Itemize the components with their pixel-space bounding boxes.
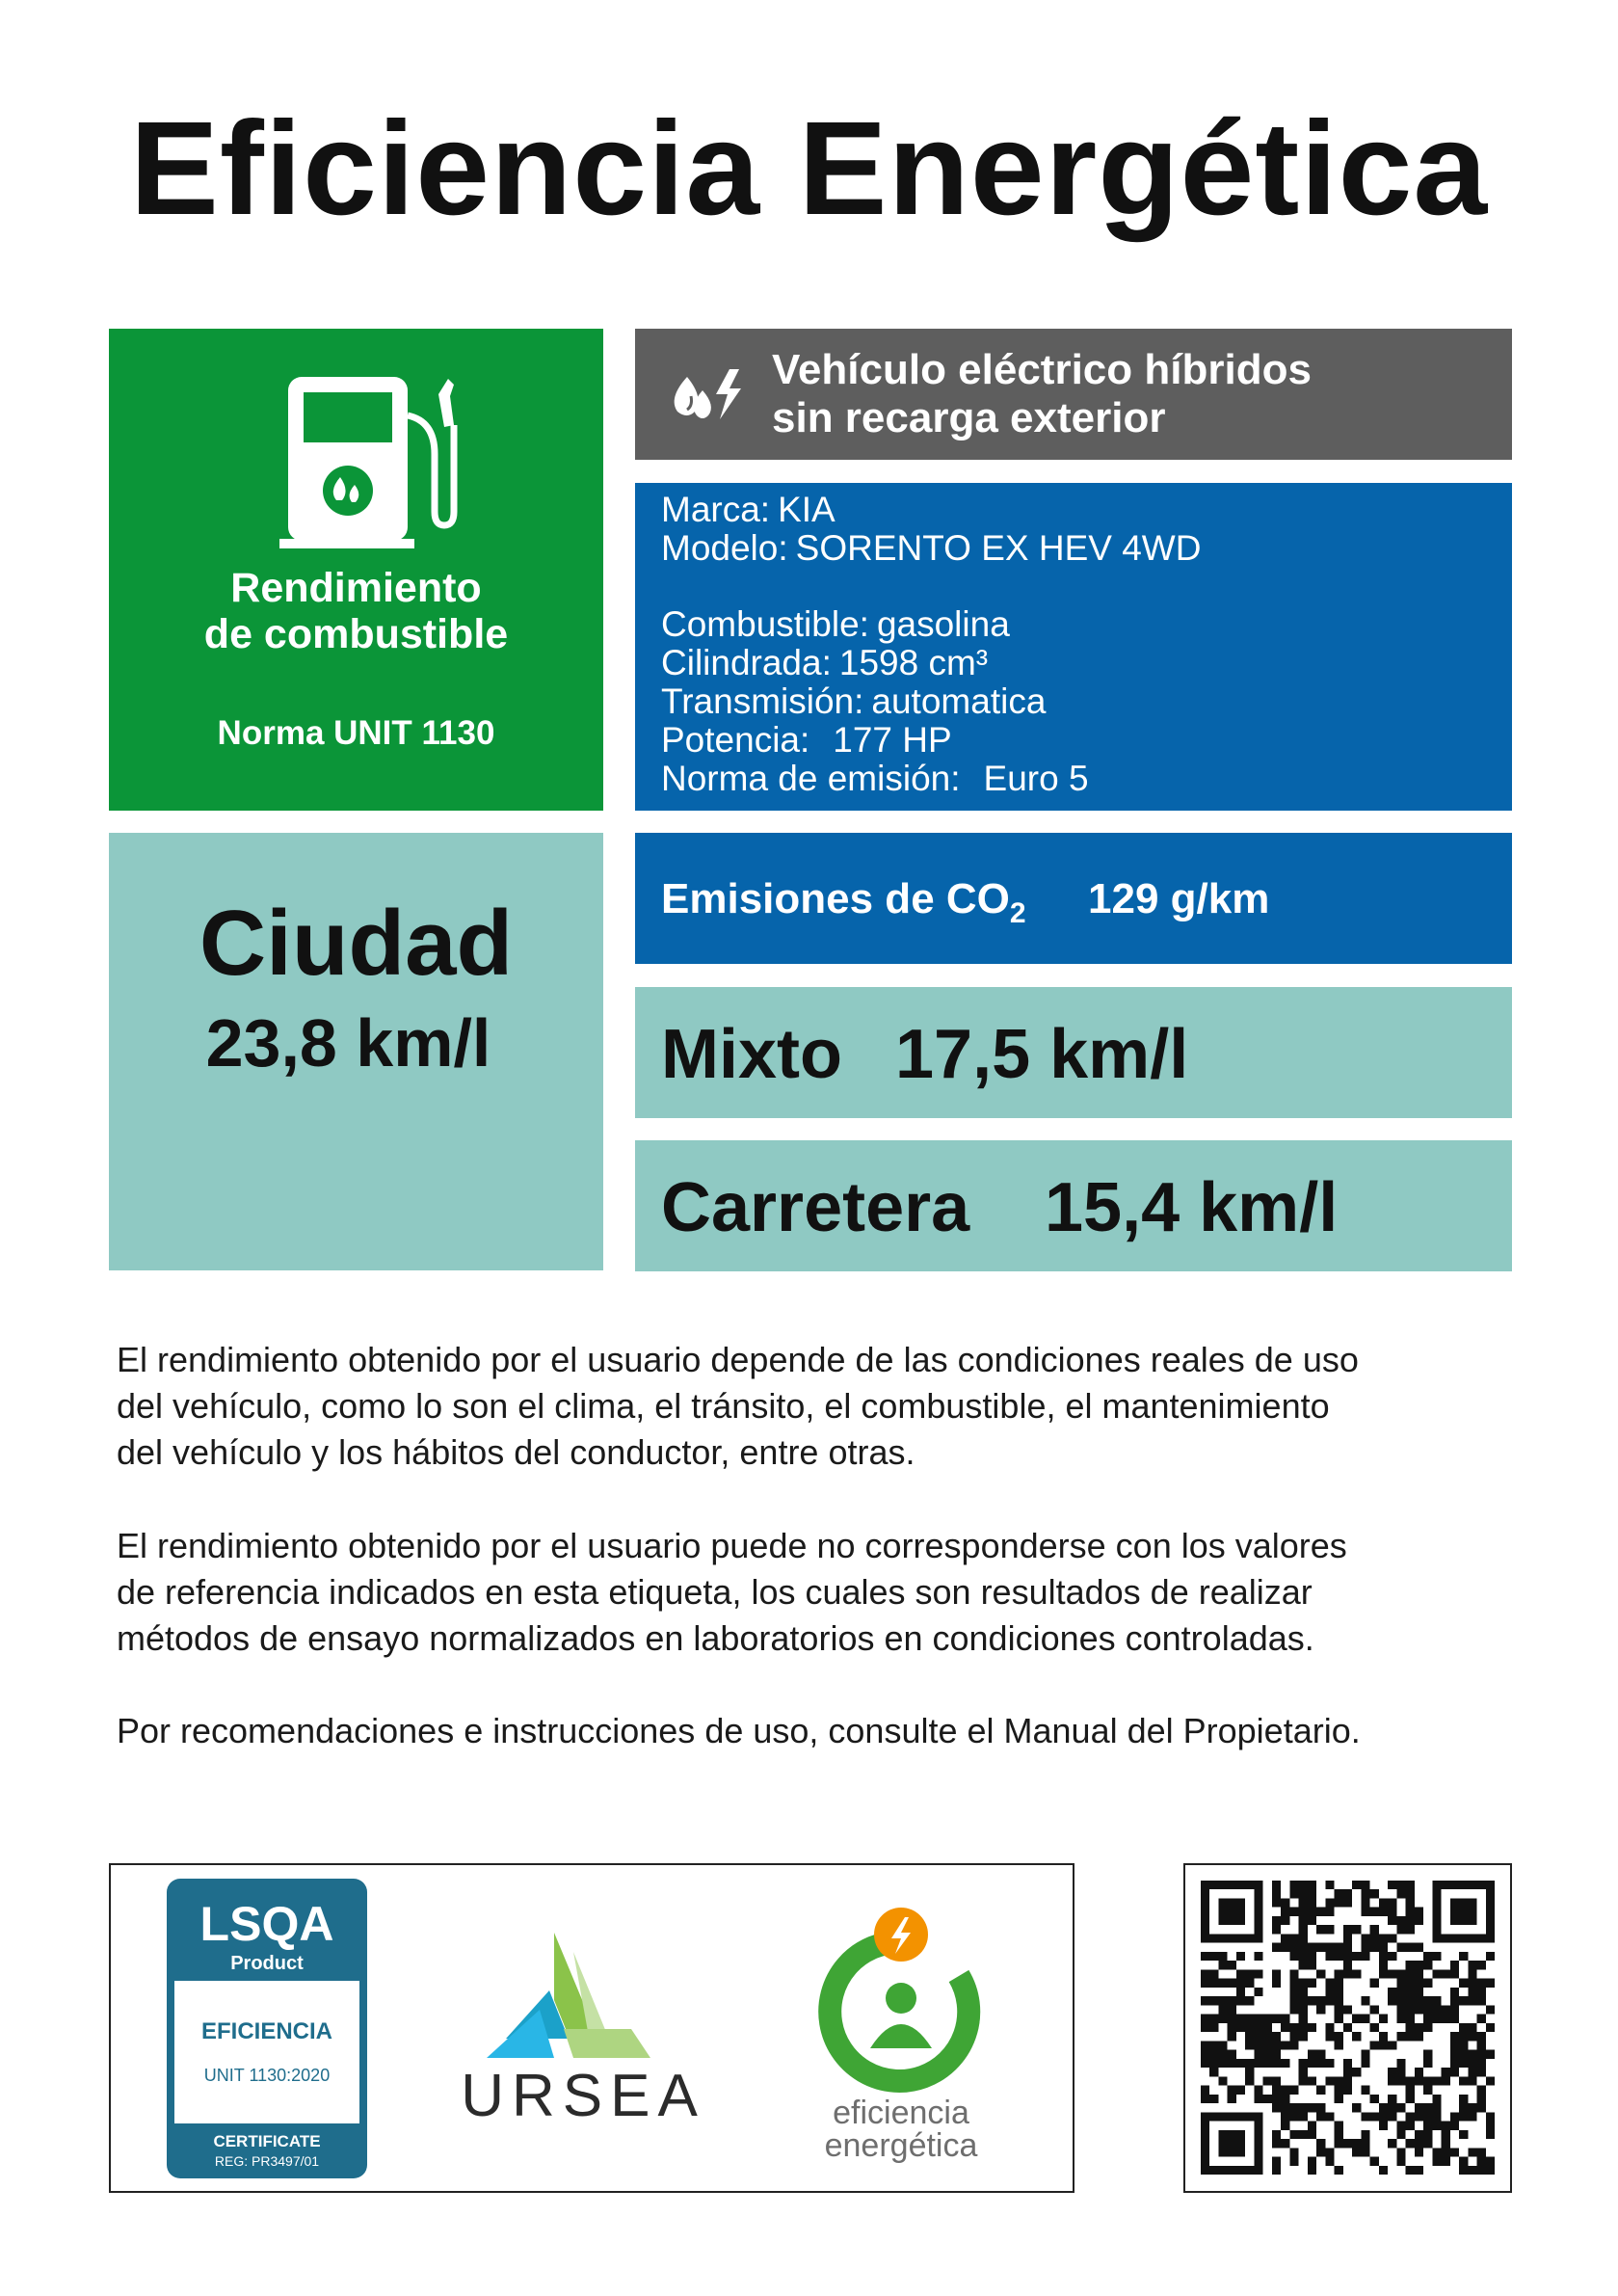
mixed-label: Mixto (661, 1016, 842, 1093)
vehicle-specs-box (635, 483, 1512, 811)
spec-potencia-label: Potencia: (661, 720, 810, 760)
co2-label-prefix: Emisiones de CO (661, 875, 1010, 922)
ee-line1: eficiencia (833, 2095, 969, 2131)
fuel-performance-title (109, 565, 603, 657)
spec-norma-label: Norma de emisión: (661, 759, 961, 798)
spec-norma (661, 760, 1089, 798)
page-title: Eficiencia Energética (129, 94, 1489, 243)
fuel-performance-title-line2: de combustible (203, 611, 509, 657)
highway-label: Carretera (661, 1169, 970, 1246)
disclaimer-paragraph-1 (117, 1337, 1524, 1476)
lsqa-unit: UNIT 1130:2020 (203, 2066, 331, 2085)
lsqa-certificate: CERTIFICATE (213, 2132, 321, 2150)
spec-potencia (661, 721, 952, 760)
highway-value: 15,4 km/l (1045, 1169, 1339, 1246)
spec-transmision (661, 682, 1046, 721)
certification-logos-box (109, 1863, 1074, 2193)
spec-combustible-value: gasolina (876, 604, 1010, 644)
spec-transmision-value: automatica (871, 681, 1047, 721)
spec-combustible (661, 605, 1010, 644)
co2-value: 129 g/km (1088, 875, 1270, 922)
lsqa-product: Product (230, 1953, 304, 1974)
spec-transmision-label: Transmisión: (661, 681, 864, 721)
disclaimer-paragraph-2 (117, 1523, 1524, 1662)
ee-line2: energética (824, 2127, 978, 2164)
spec-marca-label: Marca: (661, 490, 771, 529)
spec-cilindrada-value: 1598 cm³ (838, 643, 989, 682)
disclaimer-2-line-1: El rendimiento obtenido por el usuario puede no corresponderse con los valores (117, 1526, 1347, 1565)
eficiencia-energetica-logo (785, 1904, 1017, 2164)
spec-marca (661, 491, 836, 529)
lsqa-name: LSQA (199, 1897, 334, 1951)
spec-cilindrada (661, 644, 988, 682)
fuel-pump-icon (275, 358, 458, 550)
co2-label-subscript: 2 (1009, 896, 1026, 929)
city-box (109, 833, 603, 1270)
spec-norma-value: Euro 5 (983, 759, 1089, 798)
city-label: Ciudad (199, 892, 514, 995)
spec-marca-value: KIA (778, 490, 836, 529)
mixed-value: 17,5 km/l (895, 1016, 1189, 1093)
disclaimer-paragraph-3: Por recomendaciones e instrucciones de uso, consulte el Manual del Propietario. (117, 1711, 1361, 1750)
co2-label (661, 875, 1026, 930)
highway-box (635, 1140, 1512, 1271)
vehicle-type-line2: sin recarga exterior (772, 394, 1166, 441)
lsqa-logo (165, 1877, 369, 2180)
spec-cilindrada-label: Cilindrada: (661, 643, 832, 682)
disclaimer-1-line-3: del vehículo y los hábitos del conductor, entre otras. (117, 1432, 915, 1472)
spec-modelo-value: SORENTO EX HEV 4WD (795, 528, 1202, 568)
city-value: 23,8 km/l (205, 1005, 491, 1081)
fuel-performance-title-line1: Rendimiento (230, 565, 482, 611)
vehicle-type-header (635, 329, 1512, 460)
lsqa-reg: REG: PR3497/01 (214, 2153, 320, 2169)
qr-code-icon[interactable] (1201, 1881, 1495, 2175)
disclaimer-1-line-1: El rendimiento obtenido por el usuario depende de las condiciones reales de uso (117, 1340, 1359, 1379)
mixed-box (635, 987, 1512, 1118)
fuel-performance-box (109, 329, 603, 811)
disclaimer-1-line-2: del vehículo, como lo son el clima, el tránsito, el combustible, el mantenimiento (117, 1386, 1330, 1426)
co2-box (635, 833, 1512, 964)
spec-combustible-label: Combustible: (661, 604, 869, 644)
vehicle-type-text (772, 346, 1312, 442)
vehicle-type-line1: Vehículo eléctrico híbridos (772, 346, 1312, 393)
ursea-name: URSEA (461, 2063, 705, 2129)
spec-potencia-value: 177 HP (833, 720, 952, 760)
spec-modelo-label: Modelo: (661, 528, 788, 568)
lsqa-eficiencia: EFICIENCIA (200, 2018, 333, 2044)
qr-code-box[interactable] (1183, 1863, 1512, 2193)
hybrid-drop-bolt-icon (668, 365, 749, 423)
ursea-logo (448, 1923, 718, 2145)
spec-modelo (661, 529, 1201, 568)
disclaimer-2-line-2: de referencia indicados en esta etiqueta, los cuales son resultados de realizar (117, 1572, 1313, 1612)
disclaimer-2-line-3: métodos de ensayo normalizados en laboratorios en condiciones controladas. (117, 1618, 1314, 1658)
norm-label: Norma UNIT 1130 (217, 714, 495, 752)
